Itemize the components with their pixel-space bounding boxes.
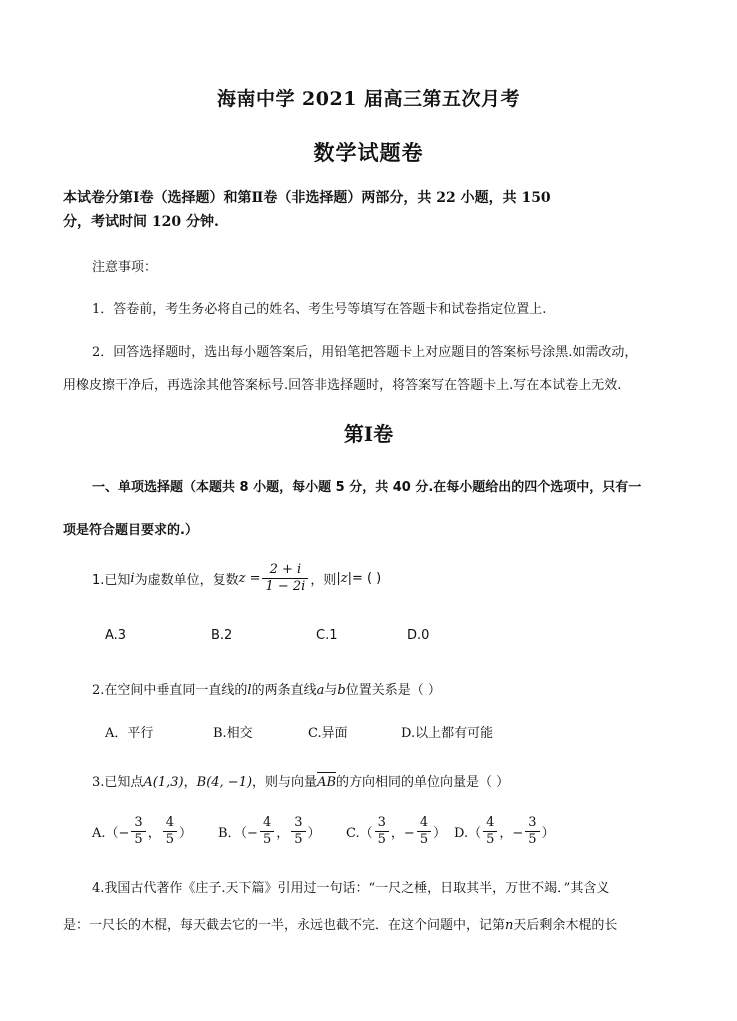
q3-option-d-num-1: 4 [483,815,497,832]
q1-prefix: 1.已知 [92,573,131,589]
notes-item-2-line-1: 2．回答选择题时，选出每小题答案后，用铅笔把答题卡上对应题目的答案标号涂黑.如需改动， [92,345,638,360]
q1-mid: 为虚数单位，复数 [134,573,239,589]
q3-sep: ， [183,775,197,790]
q1-denominator: 1 − 2i [265,579,306,595]
q1-z-eq: z = [238,571,261,587]
q3-option-a-frac-1 [131,815,145,849]
q2-a: a [316,683,325,698]
q3-option-c [346,815,446,849]
q3-option-a-den-1: 5 [134,832,143,848]
q3-option-d [454,815,555,849]
q2-text-b: 的两条直线 [251,683,317,698]
q3-option-a [92,815,192,849]
q3-option-d-num-2: 3 [525,815,539,832]
q2-text-d: 位置关系是（ ） [345,683,441,698]
q3-option-b-sep: ， [276,826,290,842]
q1-abs: |z| [336,571,352,587]
q1-numerator: 2 + i [262,562,308,579]
q3-option-c-frac-1 [375,815,389,849]
q2-text-a: 2.在空间中垂直同一直线的 [92,683,248,698]
q3-option-b-frac-2 [291,815,305,849]
q3-option-b-label: B．（− [218,826,258,842]
notes-item-1: 1．答卷前，考生务必将自己的姓名、考生号等填写在答题卡和试卷指定位置上. [92,302,547,317]
q4-line-2-b: 天后剩余木棍的长 [513,918,618,933]
page-title: 海南中学 2021 届高三第五次月考 [216,88,521,110]
q3-option-a-num-1: 3 [131,815,145,832]
q3-option-d-frac-1 [483,815,497,849]
q4-line-2-a: 是：一尺长的木棍，每天截去它的一半，永远也截不完．在这个问题中，记第 [63,918,506,933]
q3-option-b-end: ） [307,826,321,842]
q3-text-c: 的方向相同的单位向量是（ ） [336,775,510,790]
q3-option-c-num-2: 4 [417,815,431,832]
notes-heading: 注意事项： [92,260,158,275]
q3-option-c-den-2: 5 [419,832,429,848]
q3-option-b [218,815,321,849]
q2-option-c: C.异面 [308,726,348,741]
q2-text-c: 与 [324,683,338,698]
q1-option-b: B.2 [211,628,233,643]
q3-text-b: ，则与向量 [252,775,318,790]
part-heading-line-2: 项是符合题目要求的.） [63,523,198,538]
q3-option-c-sep: ，− [390,826,415,842]
q4-n: n [505,918,514,933]
q3-option-a-label: A.（− [92,826,130,842]
q3-option-c-den-1: 5 [377,832,386,848]
page-subtitle: 数学试题卷 [313,140,424,165]
q2-option-a: A．平行 [105,726,154,741]
q3-point-b: B(4, −1) [196,775,253,790]
q1-end: = ( ) [351,571,382,587]
q3-option-b-num-2: 3 [291,815,305,832]
q3-option-d-den-1: 5 [486,832,495,848]
q3-option-d-den-2: 5 [528,832,537,848]
q2-b: b [337,683,346,698]
q3-option-a-end: ） [179,826,193,842]
question-4-line-1: 4.我国古代著作《庄子.天下篇》引用过一句话：“一尺之棰，日取其半，万世不竭．”其含义 [92,881,610,896]
question-2 [92,679,441,698]
q1-fraction [262,562,308,596]
part-heading-line-1: 一、单项选择题（本题共 8 小题，每小题 5 分，共 40 分.在每小题给出的四个选项中，只有一 [92,480,642,495]
q3-option-b-den-2: 5 [294,832,303,848]
q3-option-d-sep: ，− [499,826,524,842]
q3-option-d-label: D.（ [454,826,482,842]
question-4-line-2 [63,914,617,933]
q2-option-b: B.相交 [213,726,253,741]
q3-point-a: A(1,3) [143,775,184,790]
q3-option-b-frac-1 [260,815,274,849]
q3-option-a-sep: ， [147,826,161,842]
q3-option-d-end: ） [541,826,555,842]
q3-vector-ab: AB [317,775,337,790]
q3-option-b-den-1: 5 [262,832,272,848]
q1-i: i [130,571,135,587]
q2-l: l [247,683,252,698]
q3-option-c-frac-2 [417,815,431,849]
q3-option-c-label: C.（ [346,826,373,842]
q3-option-c-num-1: 3 [375,815,389,832]
q1-tail: ，则 [310,573,337,589]
q3-option-b-num-1: 4 [260,815,274,832]
q2-option-d: D.以上都有可能 [401,726,494,741]
q1-option-a: A.3 [105,628,127,643]
q3-text-a: 3.已知点 [92,775,144,790]
q3-option-a-den-2: 5 [165,832,174,848]
intro-line-2: 分，考试时间 120 分钟. [63,214,219,230]
q3-option-a-frac-2 [163,815,177,849]
q1-option-c: C.1 [316,628,338,643]
notes-item-2-line-2: 用橡皮擦干净后，再选涂其他答案标号.回答非选择题时，将答案写在答题卡上.写在本试卷上无效. [63,378,622,393]
q3-option-a-num-2: 4 [163,815,177,832]
q1-option-d: D.0 [407,628,430,643]
q3-option-c-end: ） [433,826,447,842]
question-3 [92,771,509,790]
question-1 [92,562,381,596]
intro-line-1: 本试卷分第Ⅰ卷（选择题）和第Ⅱ卷（非选择题）两部分，共 22 小题，共 150 [63,190,551,206]
section-title: 第Ⅰ卷 [343,422,394,446]
q3-option-d-frac-2 [525,815,539,849]
